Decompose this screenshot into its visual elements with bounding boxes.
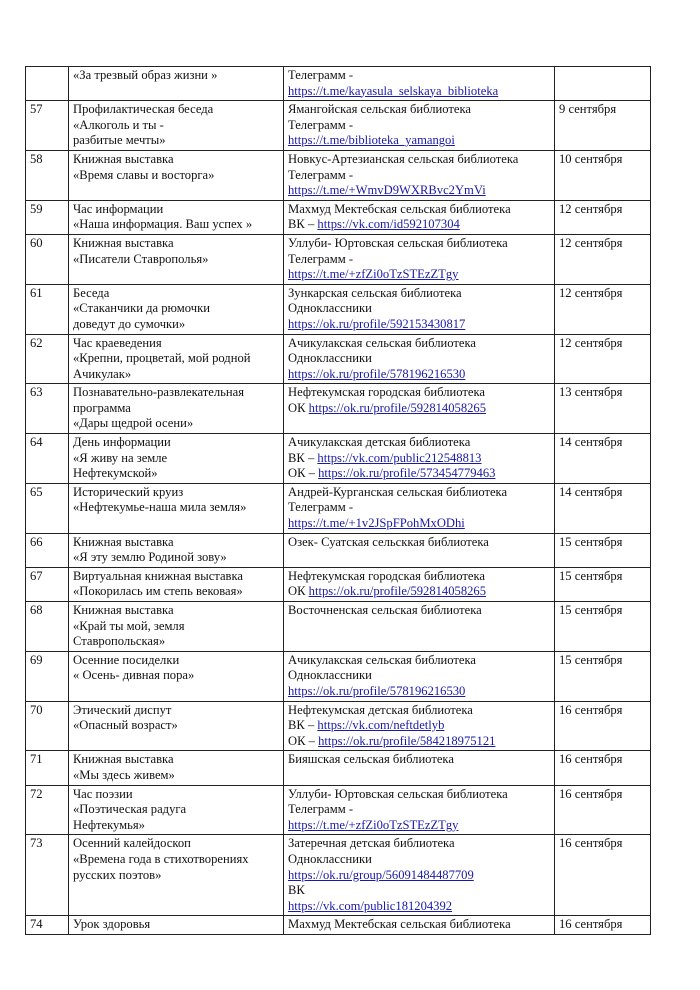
venue-line	[288, 68, 551, 84]
row-number: 72	[26, 785, 69, 835]
venue-link[interactable]: https://ok.ru/profile/573454779463	[318, 466, 496, 481]
venue-text: Одноклассники	[288, 301, 372, 316]
venue-link[interactable]: https://ok.ru/profile/592814058265	[308, 584, 487, 599]
table-row	[26, 533, 651, 567]
venue-text: ВК –	[288, 217, 318, 232]
event-line: Познавательно-развлекательная	[73, 385, 245, 400]
venue-link[interactable]: https://ok.ru/profile/584218975121	[318, 733, 496, 748]
venue-text: ОК –	[288, 733, 319, 748]
venue-link[interactable]: https://ok.ru/profile/578196216530	[288, 366, 466, 381]
venue-cell	[284, 533, 555, 567]
venue-link[interactable]: https://t.me/kayasula_selskaya_biblioteka	[288, 83, 499, 98]
venue-line	[288, 603, 551, 619]
event-line: «Поэтическая радуга	[73, 802, 187, 817]
event-line: «Нефтекумье-наша мила земля»	[73, 500, 247, 515]
venue-text: Ачикулакская сельская библиотека	[288, 335, 476, 350]
event-date: 16 сентября	[555, 916, 651, 935]
events-table-body	[26, 67, 651, 935]
venue-link-line	[288, 868, 551, 884]
venue-line	[288, 718, 551, 734]
event-cell	[69, 602, 284, 652]
venue-text: Махмуд Мектебская сельская библиотека	[288, 917, 511, 932]
event-cell	[69, 334, 284, 384]
table-row	[26, 916, 651, 935]
venue-text: ВК –	[288, 718, 318, 733]
venue-cell	[284, 785, 555, 835]
event-line: «Я живу на земле	[73, 450, 168, 465]
event-date: 15 сентября	[555, 533, 651, 567]
venue-line	[288, 852, 551, 868]
venue-link[interactable]: https://vk.com/public212548813	[317, 450, 482, 465]
event-date: 14 сентября	[555, 434, 651, 484]
venue-line	[288, 401, 551, 417]
venue-line	[288, 535, 551, 551]
table-row	[26, 384, 651, 434]
event-date: 14 сентября	[555, 483, 651, 533]
event-date: 15 сентября	[555, 567, 651, 601]
venue-link[interactable]: https://t.me/+1v2JSpFPohMxODhi	[288, 516, 465, 531]
venue-link-line	[288, 899, 551, 915]
event-date: 9 сентября	[555, 101, 651, 151]
venue-line	[288, 217, 551, 233]
venue-text: ВК	[288, 883, 305, 898]
events-table	[25, 66, 651, 935]
venue-link[interactable]: https://t.me/+zfZi0oTzSTEzZTgy	[288, 267, 459, 282]
table-row	[26, 483, 651, 533]
event-cell	[69, 916, 284, 935]
venue-line	[288, 917, 551, 933]
event-date: 12 сентября	[555, 284, 651, 334]
venue-cell	[284, 602, 555, 652]
venue-line	[288, 435, 551, 451]
venue-text: Зункарская сельская библиотека	[288, 285, 462, 300]
venue-cell	[284, 835, 555, 916]
venue-link-line	[288, 317, 551, 333]
event-cell	[69, 651, 284, 701]
table-row	[26, 785, 651, 835]
venue-text: Одноклассники	[288, 351, 372, 366]
row-number: 71	[26, 751, 69, 785]
event-line: Книжная выставка	[73, 534, 174, 549]
venue-line	[288, 653, 551, 669]
event-line: «Крепни, процветай, мой родной	[73, 351, 251, 366]
venue-text: ОК	[288, 400, 309, 415]
venue-text: Телеграмм -	[288, 167, 354, 182]
venue-text: Телеграмм -	[288, 802, 354, 817]
event-line: Час краеведения	[73, 335, 162, 350]
venue-link-line	[288, 267, 551, 283]
venue-link-line	[288, 818, 551, 834]
row-number: 65	[26, 483, 69, 533]
event-line: «Стаканчики да рюмочки	[73, 301, 210, 316]
event-date: 10 сентября	[555, 150, 651, 200]
venue-text: Телеграмм -	[288, 117, 354, 132]
venue-line	[288, 286, 551, 302]
row-number: 58	[26, 150, 69, 200]
venue-line	[288, 152, 551, 168]
venue-link-line	[288, 516, 551, 532]
event-line: Книжная выставка	[73, 603, 174, 617]
venue-line	[288, 703, 551, 719]
row-number: 61	[26, 284, 69, 334]
venue-text: Бияшская сельская библиотека	[288, 752, 454, 767]
venue-cell	[284, 334, 555, 384]
venue-link[interactable]: https://vk.com/neftdetlyb	[317, 718, 445, 733]
venue-line	[288, 500, 551, 516]
venue-cell	[284, 67, 555, 101]
table-row	[26, 701, 651, 751]
event-cell	[69, 701, 284, 751]
venue-text: Нефтекумская детская библиотека	[288, 702, 473, 717]
row-number: 66	[26, 533, 69, 567]
event-cell	[69, 835, 284, 916]
table-row	[26, 835, 651, 916]
row-number: 64	[26, 434, 69, 484]
event-date: 15 сентября	[555, 651, 651, 701]
venue-link[interactable]: https://vk.com/id592107304	[317, 217, 460, 232]
event-date	[555, 67, 651, 101]
venue-cell	[284, 150, 555, 200]
venue-cell	[284, 101, 555, 151]
venue-text: ОК	[288, 584, 309, 599]
venue-text: Затеречная детская библиотека	[288, 836, 455, 851]
event-line: «Опасный возраст»	[73, 718, 178, 733]
venue-link[interactable]: https://vk.com/public181204392	[288, 898, 453, 913]
venue-line	[288, 466, 551, 482]
venue-link[interactable]: https://ok.ru/profile/592153430817	[288, 316, 466, 331]
venue-line	[288, 734, 551, 750]
venue-text: Телеграмм -	[288, 500, 354, 515]
table-row	[26, 651, 651, 701]
event-date: 16 сентября	[555, 751, 651, 785]
venue-text: Махмуд Мектебская сельская библиотека	[288, 201, 511, 216]
table-row	[26, 200, 651, 234]
venue-line	[288, 351, 551, 367]
table-row	[26, 234, 651, 284]
table-row	[26, 567, 651, 601]
venue-line	[288, 451, 551, 467]
venue-text: Телеграмм -	[288, 251, 354, 266]
event-date: 16 сентября	[555, 785, 651, 835]
venue-link[interactable]: https://t.me/+WmvD9WXRBvc2YmVi	[288, 183, 486, 198]
row-number: 73	[26, 835, 69, 916]
row-number: 62	[26, 334, 69, 384]
event-date: 12 сентября	[555, 200, 651, 234]
table-row	[26, 751, 651, 785]
row-number	[26, 67, 69, 101]
venue-text: Уллуби- Юртовская сельская библиотека	[288, 235, 508, 250]
venue-line	[288, 168, 551, 184]
venue-line	[288, 787, 551, 803]
event-cell	[69, 483, 284, 533]
event-cell	[69, 67, 284, 101]
venue-cell	[284, 234, 555, 284]
venue-text: Одноклассники	[288, 668, 372, 683]
event-date: 12 сентября	[555, 234, 651, 284]
event-cell	[69, 150, 284, 200]
event-line: Осенние посиделки	[73, 652, 180, 667]
event-line: Книжная выставка	[73, 752, 174, 767]
venue-text: Нефтекумская городская библиотека	[288, 385, 486, 400]
venue-link[interactable]: https://ok.ru/profile/578196216530	[288, 683, 466, 698]
event-cell	[69, 785, 284, 835]
event-line: «Мы здесь живем»	[73, 767, 175, 782]
venue-line	[288, 236, 551, 252]
table-row	[26, 101, 651, 151]
event-line: «Время славы и восторга»	[73, 167, 215, 182]
venue-link[interactable]: https://ok.ru/profile/592814058265	[308, 400, 487, 415]
venue-text: Уллуби- Юртовская сельская библиотека	[288, 786, 508, 801]
venue-line	[288, 836, 551, 852]
venue-link-line	[288, 367, 551, 383]
venue-line	[288, 252, 551, 268]
event-line: Ачикулак»	[73, 366, 132, 381]
venue-cell	[284, 200, 555, 234]
venue-text: Ямангойская сельская библиотека	[288, 102, 471, 117]
venue-text: ОК –	[288, 466, 319, 481]
venue-link[interactable]: https://ok.ru/group/56091484487709	[288, 867, 474, 882]
venue-line	[288, 752, 551, 768]
venue-text: Озек- Суатская сельсккая библиотека	[288, 534, 489, 549]
venue-cell	[284, 567, 555, 601]
event-cell	[69, 567, 284, 601]
venue-link[interactable]: https://t.me/+zfZi0oTzSTEzZTgy	[288, 817, 459, 832]
venue-line	[288, 802, 551, 818]
venue-text: Нефтекумская городская библиотека	[288, 568, 486, 583]
venue-line	[288, 584, 551, 600]
row-number: 68	[26, 602, 69, 652]
venue-link-line	[288, 84, 551, 100]
venue-cell	[284, 651, 555, 701]
event-cell	[69, 751, 284, 785]
venue-text: Восточненская сельская библиотека	[288, 603, 482, 617]
venue-cell	[284, 701, 555, 751]
row-number: 60	[26, 234, 69, 284]
venue-text: Одноклассники	[288, 851, 372, 866]
event-line: Этический диспут	[73, 702, 172, 717]
venue-link-line	[288, 684, 551, 700]
event-cell	[69, 234, 284, 284]
venue-text: Ачикулакская детская библиотека	[288, 435, 471, 450]
venue-line	[288, 301, 551, 317]
event-cell	[69, 284, 284, 334]
venue-link-line	[288, 183, 551, 199]
event-cell	[69, 533, 284, 567]
venue-text: Андрей-Курганская сельская библиотека	[288, 484, 508, 499]
row-number: 69	[26, 651, 69, 701]
row-number: 59	[26, 200, 69, 234]
event-line: «Дары щедрой осени»	[73, 416, 194, 431]
venue-line	[288, 385, 551, 401]
venue-line	[288, 118, 551, 134]
table-row	[26, 150, 651, 200]
venue-cell	[284, 384, 555, 434]
table-row	[26, 334, 651, 384]
row-number: 67	[26, 567, 69, 601]
event-line: Беседа	[73, 285, 110, 300]
event-line: «Я эту землю Родиной зову»	[73, 550, 227, 565]
event-line: «За трезвый образ жизни »	[73, 68, 218, 82]
table-row	[26, 284, 651, 334]
event-line: Нефтекумья»	[73, 817, 145, 832]
venue-cell	[284, 916, 555, 935]
venue-line	[288, 485, 551, 501]
venue-text: Телеграмм -	[288, 68, 354, 82]
event-line: Час информации	[73, 201, 164, 216]
row-number: 70	[26, 701, 69, 751]
venue-link-line	[288, 133, 551, 149]
event-line: русских поэтов»	[73, 867, 162, 882]
venue-line	[288, 569, 551, 585]
event-date: 13 сентября	[555, 384, 651, 434]
venue-link[interactable]: https://t.me/biblioteka_yamangoi	[288, 133, 455, 148]
event-line: « Осень- дивная пора»	[73, 668, 195, 683]
event-line: Профилактическая беседа	[73, 102, 214, 117]
venue-cell	[284, 483, 555, 533]
event-line: разбитые мечты»	[73, 133, 166, 148]
event-date: 15 сентября	[555, 602, 651, 652]
event-line: «Алкоголь и ты -	[73, 117, 164, 132]
venue-line	[288, 336, 551, 352]
venue-line	[288, 668, 551, 684]
event-cell	[69, 434, 284, 484]
event-line: «Край ты мой, земля	[73, 618, 185, 633]
event-line: «Покорилась им степь вековая»	[73, 584, 243, 599]
event-line: «Времена года в стихотворениях	[73, 851, 249, 866]
event-line: Осенний калейдоскоп	[73, 836, 191, 851]
event-line: Исторический круиз	[73, 484, 184, 499]
venue-text: Новкус-Артезианская сельская библиотека	[288, 151, 519, 166]
event-cell	[69, 200, 284, 234]
event-line: День информации	[73, 435, 171, 450]
event-line: программа	[73, 400, 131, 415]
event-line: Ставропольская»	[73, 634, 166, 649]
table-row	[26, 434, 651, 484]
event-line: Урок здоровья	[73, 917, 151, 932]
event-line: Нефтекумской»	[73, 466, 158, 481]
event-date: 16 сентября	[555, 701, 651, 751]
table-row	[26, 67, 651, 101]
event-line: «Писатели Ставрополья»	[73, 251, 209, 266]
event-line: Виртуальная книжная выставка	[73, 568, 244, 583]
venue-text: Ачикулакская сельская библиотека	[288, 652, 476, 667]
row-number: 74	[26, 916, 69, 935]
event-line: Книжная выставка	[73, 235, 174, 250]
venue-line	[288, 202, 551, 218]
event-line: Час поэзии	[73, 786, 133, 801]
venue-line	[288, 102, 551, 118]
event-date: 12 сентября	[555, 334, 651, 384]
row-number: 63	[26, 384, 69, 434]
venue-cell	[284, 751, 555, 785]
event-line: «Наша информация. Ваш успех »	[73, 217, 253, 232]
table-row	[26, 602, 651, 652]
event-line: доведут до сумочки»	[73, 316, 186, 331]
venue-cell	[284, 434, 555, 484]
event-cell	[69, 384, 284, 434]
venue-cell	[284, 284, 555, 334]
event-line: Книжная выставка	[73, 151, 174, 166]
event-date: 16 сентября	[555, 835, 651, 916]
row-number: 57	[26, 101, 69, 151]
event-cell	[69, 101, 284, 151]
venue-text: ВК –	[288, 450, 318, 465]
venue-line	[288, 883, 551, 899]
